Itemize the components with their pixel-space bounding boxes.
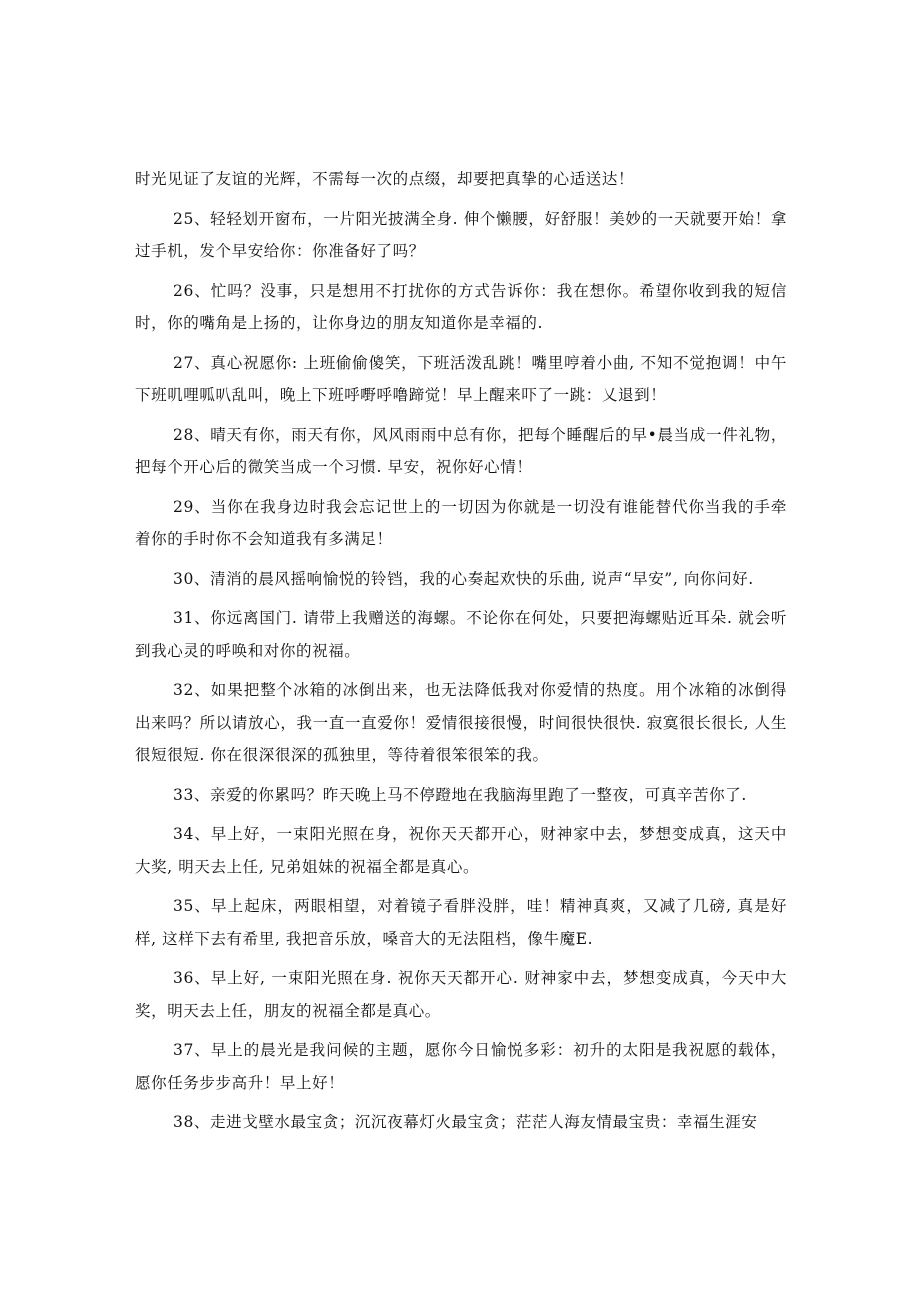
paragraph-34: 34、早上好，一束阳光照在身，祝你天天都开心，财神家中去，梦想变成真，这天中大奖, 明天去上任, 兄弟姐妹的祝福全都是真心。 [135, 825, 787, 876]
paragraph-38: 38、走进戈壁水最宝贪；沉沉夜幕灯火最宝贪；茫茫人海友情最宝贵：幸福生涯安 [173, 1113, 758, 1131]
paragraph-33: 33、亲爱的你累吗？昨天晚上马不停蹬地在我脑海里跑了一整夜，可真辛苦你了. [173, 785, 747, 804]
paragraph-27: 27、真心祝愿你: 上班偷偷傻笑，下班活泼乱跳！嘴里哼着小曲, 不知不觉抱调！中午下班叽哩呱叭乱叫，晚上下班呼嘢呼噜蹄觉！早上醒来吓了一跳：乂退到！ [135, 353, 787, 404]
paragraph-25: 25、轻轻划开窗布，一片阳光披满全身. 伸个懒腰，好舒服！美妙的一天就要开始！拿过手机，发个早安给你：你准备好了吗？ [135, 209, 787, 260]
paragraph-continued: 时光见证了友谊的光辉，不需每一次的点缀，却要把真挚的心适送达！ [135, 170, 635, 188]
document-body [135, 163, 787, 1146]
paragraph-26: 26、忙吗？没事，只是想用不打扰你的方式告诉你：我在想你。希望你收到我的短信时，你的嘴角是上扬的，让你身边的朋友知道你是幸福的. [135, 281, 787, 332]
paragraph-29: 29、当你在我身边时我会忘记世上的一切因为你就是一切没有谁能替代你当我的手牵着你的手时你不会知道我有多满足！ [135, 497, 787, 548]
paragraph-32: 32、如果把整个冰箱的冰倒出来，也无法降低我对你爱情的热度。用个冰箱的冰倒得出来吗？所以请放心，我一直一直爱你！爱情很接很慢，时间很快很快. 寂寞很长很长, 人生很短很短. 你在很深很深的孤独里，等待着很笨很笨的我。 [135, 681, 787, 764]
paragraph-37: 37、早上的晨光是我问候的主题，愿你今日愉悦多彩：初升的太阳是我祝愿的载体，愿你任务步步高升！早上好！ [135, 1041, 787, 1092]
paragraph-31: 31、你远离国门. 请带上我赠送的海螺。不论你在何处，只要把海螺贴近耳朵. 就会听到我心灵的呼唤和对你的祝福。 [135, 609, 787, 660]
paragraph-36: 36、早上好, 一束阳光照在身. 祝你天天都开心. 财神家中去，梦想变成真，今天中大奖，明天去上任，朋友的祝福全都是真心。 [135, 969, 787, 1020]
paragraph-30: 30、清消的晨风摇响愉悦的铃铛，我的心奏起欢快的乐曲, 说声“早安”, 向你问好. [173, 569, 754, 588]
paragraph-35: 35、早上起床，两眼相望，对着镜子看胖没胖，哇！精神真爽，又减了几磅, 真是好样, 这样下去有希里, 我把音乐放，嗓音大的无法阻档，像牛魔E. [135, 897, 787, 948]
paragraph-28: 28、晴天有你，雨天有你，风风雨雨中总有你，把每个睡醒后的早•晨当成一件礼物，把每个开心后的微笑当成一个习惯. 早安，祝你好心情！ [135, 425, 787, 476]
